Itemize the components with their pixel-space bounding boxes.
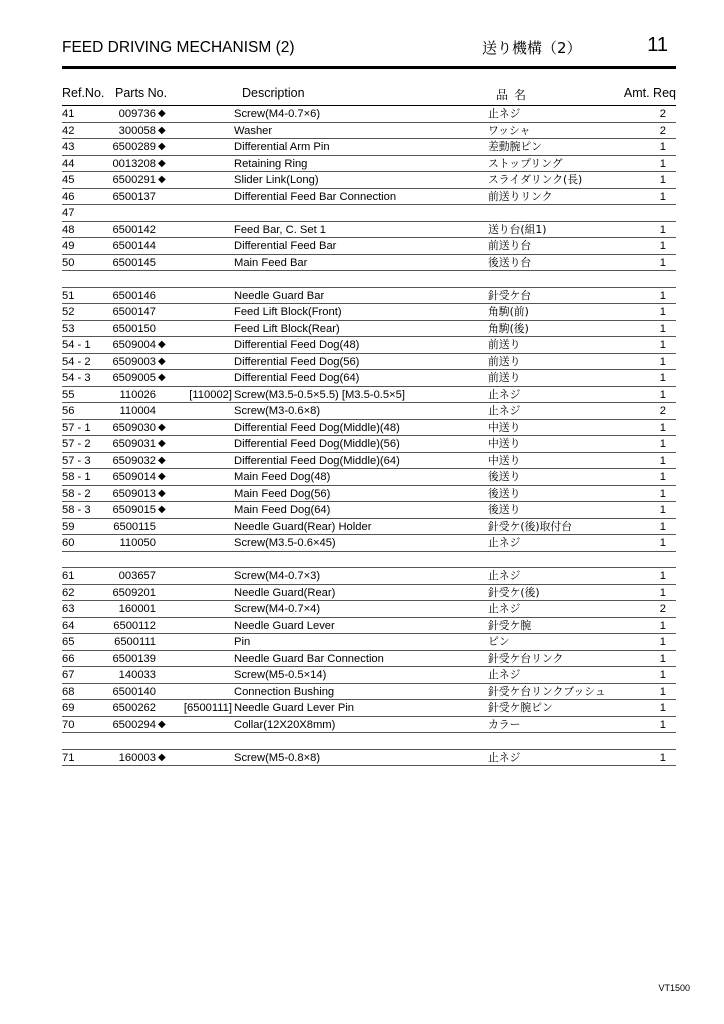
table-row xyxy=(62,750,676,767)
table-row xyxy=(62,238,676,255)
cell-parts-no: 6509201 xyxy=(112,586,156,599)
cell-revision-mark: ◆ xyxy=(158,174,166,185)
cell-revision-mark: ◆ xyxy=(158,124,166,136)
cell-amount-required: 1 xyxy=(659,471,666,483)
cell-ref-no: 42 xyxy=(62,124,75,137)
cell-description: Main Feed Dog(48) xyxy=(234,471,331,483)
cell-parts-no: 140033 xyxy=(118,669,156,681)
cell-parts-no: 160003 xyxy=(118,751,156,764)
cell-amount-required: 1 xyxy=(659,174,666,186)
cell-ref-no: 66 xyxy=(62,652,75,665)
cell-ref-no: 63 xyxy=(62,603,75,615)
cell-parts-no: 6500146 xyxy=(112,289,156,302)
cell-revision-mark: ◆ xyxy=(158,421,166,433)
cell-parts-no: 6500294 xyxy=(112,718,156,731)
cell-parts-no: 6500115 xyxy=(113,520,156,533)
cell-japanese-name: 止ネジ xyxy=(488,536,521,549)
cell-revision-mark: ◆ xyxy=(158,355,166,367)
cell-amount-required: 1 xyxy=(659,570,666,582)
cell-description: Screw(M4-0.7×6) xyxy=(234,108,321,120)
table-row xyxy=(62,519,676,536)
page-title-japanese: 送り機構（2） xyxy=(482,39,582,57)
cell-description: Connection Bushing xyxy=(234,685,335,698)
cell-amount-required: 1 xyxy=(659,520,666,533)
cell-japanese-name: 角駒(前) xyxy=(488,305,529,318)
cell-ref-no: 68 xyxy=(62,685,75,698)
cell-description: Screw(M4-0.7×4) xyxy=(234,603,321,615)
cell-japanese-name: 前送り台 xyxy=(488,239,532,252)
cell-parts-no: 6509030 xyxy=(112,421,156,434)
cell-description: Differential Feed Bar Connection xyxy=(234,190,397,203)
parts-table xyxy=(62,106,676,766)
cell-japanese-name: 後送り xyxy=(488,470,521,483)
cell-description: Screw(M3-0.6×8) xyxy=(234,405,321,417)
cell-amount-required: 1 xyxy=(659,306,666,318)
table-row xyxy=(62,469,676,486)
cell-amount-required: 1 xyxy=(659,141,666,153)
cell-japanese-name: 送り台(組1) xyxy=(488,222,547,236)
cell-japanese-name: 止ネジ xyxy=(488,569,521,582)
cell-parts-no: 6509014 xyxy=(112,471,156,483)
cell-japanese-name: 前送り xyxy=(488,354,521,368)
cell-ref-no: 48 xyxy=(62,223,75,236)
cell-japanese-name: 中送り xyxy=(488,453,521,467)
cell-revision-mark: ◆ xyxy=(158,487,166,499)
cell-revision-mark: ◆ xyxy=(158,454,166,466)
cell-ref-no: 54 - 3 xyxy=(62,372,91,384)
table-row xyxy=(62,139,676,156)
table-row xyxy=(62,387,676,404)
cell-description: Needle Guard Lever Pin xyxy=(234,702,355,714)
cell-japanese-name: 止ネジ xyxy=(488,750,521,764)
cell-japanese-name: 針受ケ腕 xyxy=(488,618,532,632)
cell-revision-mark: ◆ xyxy=(158,108,166,119)
cell-amount-required: 1 xyxy=(659,454,666,467)
table-row xyxy=(62,321,676,338)
cell-amount-required: 1 xyxy=(659,240,666,252)
cell-parts-no: 6509004 xyxy=(112,339,156,351)
cell-description: Differential Feed Dog(Middle)(48) xyxy=(234,421,400,434)
cell-amount-required: 1 xyxy=(659,289,666,302)
cell-amount-required: 2 xyxy=(659,405,666,417)
cell-japanese-name: ワッシャ xyxy=(488,123,531,137)
table-row xyxy=(62,403,676,420)
cell-japanese-name: 後送り xyxy=(488,486,521,500)
table-row xyxy=(62,568,676,585)
table-row xyxy=(62,502,676,519)
cell-description: Differential Feed Dog(64) xyxy=(234,372,360,384)
cell-parts-no: 300058 xyxy=(118,124,156,137)
cell-amount-required: 1 xyxy=(659,685,666,698)
cell-description: Differential Feed Bar xyxy=(234,240,337,252)
cell-japanese-name: スライダリンク(長) xyxy=(488,173,583,186)
cell-parts-no: 6509013 xyxy=(112,487,156,500)
cell-parts-no: 0013208 xyxy=(112,157,156,170)
cell-japanese-name: 前送り xyxy=(488,338,521,351)
cell-ref-no: 43 xyxy=(62,141,75,153)
cell-ref-no: 54 - 2 xyxy=(62,355,91,368)
table-row xyxy=(62,172,676,189)
table-row xyxy=(62,205,676,222)
cell-parts-no: 6500111 xyxy=(114,636,156,648)
cell-amount-required: 2 xyxy=(659,603,666,615)
cell-japanese-name: 針受ケ腕ピン xyxy=(488,701,553,714)
table-row xyxy=(62,337,676,354)
col-japanese-name: 品名 xyxy=(496,88,533,102)
cell-ref-no: 58 - 3 xyxy=(62,504,91,516)
cell-revision-mark: ◆ xyxy=(158,372,166,383)
cell-amount-required: 1 xyxy=(659,636,666,648)
cell-parts-no: 6500142 xyxy=(112,223,156,236)
cell-description: Collar(12X20X8mm) xyxy=(234,718,336,731)
cell-ref-no: 67 xyxy=(62,669,75,681)
col-description: Description xyxy=(242,86,305,100)
cell-parts-no: 6500262 xyxy=(112,702,156,714)
cell-amount-required: 1 xyxy=(659,751,666,764)
cell-revision-mark: ◆ xyxy=(158,157,166,169)
cell-parts-no: 6500145 xyxy=(112,256,156,269)
cell-ref-no: 57 - 1 xyxy=(62,421,91,434)
cell-japanese-name: 止ネジ xyxy=(488,602,521,615)
cell-amount-required: 2 xyxy=(659,124,666,137)
cell-ref-no: 70 xyxy=(62,718,75,731)
cell-description: Screw(M3.5-0.6×45) xyxy=(234,537,336,549)
cell-description: Feed Lift Block(Rear) xyxy=(234,322,340,335)
table-row xyxy=(62,453,676,470)
cell-parts-no: 6500144 xyxy=(112,240,156,252)
cell-japanese-name: 差動腕ピン xyxy=(488,140,542,153)
col-ref-no: Ref.No. xyxy=(62,86,105,100)
cell-ref-no: 41 xyxy=(62,108,75,120)
cell-ref-no: 71 xyxy=(62,751,75,764)
cell-description: Differential Feed Dog(56) xyxy=(234,355,360,368)
cell-amount-required: 1 xyxy=(659,504,666,516)
cell-amount-required: 1 xyxy=(659,421,666,434)
cell-parts-no: 003657 xyxy=(118,570,156,582)
table-row xyxy=(62,156,676,173)
table-row xyxy=(62,370,676,387)
cell-japanese-name: ピン xyxy=(488,635,510,648)
cell-description: Needle Guard Bar Connection xyxy=(234,652,384,665)
cell-japanese-name: 止ネジ xyxy=(488,668,521,681)
cell-amount-required: 1 xyxy=(659,190,666,203)
cell-amount-required: 1 xyxy=(659,537,666,549)
table-row xyxy=(62,420,676,437)
cell-description: Main Feed Bar xyxy=(234,256,308,269)
cell-japanese-name: 中送り xyxy=(488,437,521,450)
cell-ref-no: 49 xyxy=(62,240,75,252)
cell-ref-no: 45 xyxy=(62,174,75,186)
cell-description: Needle Guard Bar xyxy=(234,289,325,302)
cell-ref-no: 54 - 1 xyxy=(62,339,91,351)
cell-parts-no: 009736 xyxy=(118,108,156,120)
page-number: 11 xyxy=(647,34,668,56)
cell-japanese-name: 針受ケ台 xyxy=(488,288,532,302)
cell-japanese-name: 止ネジ xyxy=(488,107,521,120)
cell-japanese-name: 止ネジ xyxy=(488,387,521,401)
table-row xyxy=(62,684,676,701)
cell-ref-no: 65 xyxy=(62,636,75,648)
table-row xyxy=(62,552,676,569)
cell-japanese-name: 前送り xyxy=(488,371,521,384)
cell-description: Differential Feed Dog(Middle)(56) xyxy=(234,438,400,450)
col-amount-required: Amt. Req xyxy=(623,86,676,100)
cell-amount-required: 1 xyxy=(659,355,666,368)
table-row xyxy=(62,123,676,140)
cell-revision-mark: ◆ xyxy=(158,339,166,350)
table-row xyxy=(62,436,676,453)
cell-description: Screw(M5-0.5×14) xyxy=(234,669,327,681)
table-row xyxy=(62,601,676,618)
cell-amount-required: 1 xyxy=(659,339,666,351)
cell-japanese-name: 後送り xyxy=(488,503,521,516)
table-row xyxy=(62,304,676,321)
cell-amount-required: 1 xyxy=(659,586,666,599)
cell-ref-no: 47 xyxy=(62,207,75,219)
col-parts-no: Parts No. xyxy=(115,86,168,100)
cell-parts-no: 6509005 xyxy=(112,372,156,384)
cell-amount-required: 1 xyxy=(659,372,666,384)
cell-amount-required: 1 xyxy=(659,438,666,450)
cell-description: Needle Guard Lever xyxy=(234,619,335,632)
table-row xyxy=(62,585,676,602)
cell-revision-mark: ◆ xyxy=(158,438,166,449)
cell-description: Screw(M5-0.8×8) xyxy=(234,751,321,764)
cell-description: Screw(M4-0.7×3) xyxy=(234,570,321,582)
cell-japanese-name: 針受ケ(後)取付台 xyxy=(488,519,573,533)
table-row xyxy=(62,255,676,272)
cell-amount-required: 1 xyxy=(659,669,666,681)
cell-japanese-name: 前送りリンク xyxy=(488,189,553,203)
cell-ref-no: 55 xyxy=(62,388,75,401)
cell-description: Needle Guard(Rear) xyxy=(234,586,336,599)
cell-amount-required: 1 xyxy=(659,223,666,236)
cell-ref-no: 52 xyxy=(62,306,75,318)
cell-parts-no: 6500112 xyxy=(113,619,156,632)
cell-revision-mark: ◆ xyxy=(158,141,166,152)
cell-description: Retaining Ring xyxy=(234,157,308,170)
cell-parts-no: 6509015 xyxy=(112,504,156,516)
page-header xyxy=(62,36,676,66)
cell-ref-no: 44 xyxy=(62,157,75,170)
cell-ref-no: 62 xyxy=(62,586,75,599)
cell-alt-parts-no: [6500111] xyxy=(183,702,232,714)
table-row xyxy=(62,667,676,684)
cell-japanese-name: 後送り台 xyxy=(488,255,532,269)
header-divider xyxy=(62,66,676,69)
cell-amount-required: 2 xyxy=(659,108,666,120)
cell-description: Screw(M3.5-0.5×5.5) [M3.5-0.5×5] xyxy=(234,388,405,401)
cell-parts-no: 110050 xyxy=(119,537,156,549)
cell-alt-parts-no: [110002] xyxy=(189,388,232,401)
cell-revision-mark: ◆ xyxy=(158,751,166,763)
table-row xyxy=(62,733,676,750)
cell-description: Slider Link(Long) xyxy=(234,174,319,186)
cell-parts-no: 6509032 xyxy=(112,454,156,467)
cell-description: Needle Guard(Rear) Holder xyxy=(234,520,372,533)
cell-parts-no: 6500150 xyxy=(112,322,156,335)
table-row xyxy=(62,535,676,552)
cell-japanese-name: 針受ケ(後) xyxy=(488,585,540,599)
table-row xyxy=(62,486,676,503)
table-row xyxy=(62,106,676,123)
table-row xyxy=(62,354,676,371)
cell-amount-required: 1 xyxy=(659,256,666,269)
cell-amount-required: 1 xyxy=(659,487,666,500)
table-row xyxy=(62,634,676,651)
cell-description: Differential Feed Dog(48) xyxy=(234,339,360,351)
cell-ref-no: 59 xyxy=(62,520,75,533)
cell-revision-mark: ◆ xyxy=(158,471,166,482)
cell-parts-no: 110026 xyxy=(119,388,156,401)
page-title: FEED DRIVING MECHANISM (2) xyxy=(62,39,295,56)
cell-parts-no: 6500137 xyxy=(112,190,156,203)
cell-parts-no: 6509031 xyxy=(112,438,156,450)
table-row xyxy=(62,288,676,305)
cell-revision-mark: ◆ xyxy=(158,504,166,515)
cell-ref-no: 57 - 2 xyxy=(62,438,91,450)
cell-ref-no: 50 xyxy=(62,256,75,269)
cell-japanese-name: 針受ケ台リンク xyxy=(488,651,564,665)
table-row xyxy=(62,222,676,239)
cell-description: Main Feed Dog(64) xyxy=(234,504,331,516)
cell-ref-no: 58 - 2 xyxy=(62,487,91,500)
cell-parts-no: 6500139 xyxy=(112,652,156,665)
cell-ref-no: 64 xyxy=(62,619,75,632)
cell-parts-no: 6500291 xyxy=(112,174,156,186)
cell-japanese-name: 角駒(後) xyxy=(488,321,529,335)
cell-description: Pin xyxy=(234,636,251,648)
footer-code: VT1500 xyxy=(658,983,690,993)
cell-parts-no: 6509003 xyxy=(112,355,156,368)
cell-ref-no: 61 xyxy=(62,570,75,582)
cell-description: Feed Bar, C. Set 1 xyxy=(234,223,327,236)
cell-description: Washer xyxy=(234,124,273,137)
cell-japanese-name: ストップリング xyxy=(488,156,563,170)
cell-ref-no: 57 - 3 xyxy=(62,454,91,467)
cell-parts-no: 6500289 xyxy=(112,141,156,153)
cell-description: Feed Lift Block(Front) xyxy=(234,306,342,318)
cell-ref-no: 69 xyxy=(62,702,75,714)
cell-ref-no: 53 xyxy=(62,322,75,335)
cell-amount-required: 1 xyxy=(659,388,666,401)
cell-ref-no: 51 xyxy=(62,289,75,302)
table-row xyxy=(62,189,676,206)
cell-ref-no: 58 - 1 xyxy=(62,471,91,483)
table-row xyxy=(62,717,676,734)
cell-ref-no: 60 xyxy=(62,537,75,549)
cell-ref-no: 56 xyxy=(62,405,75,417)
cell-description: Main Feed Dog(56) xyxy=(234,487,331,500)
cell-amount-required: 1 xyxy=(659,718,666,731)
column-headers xyxy=(62,86,676,104)
cell-ref-no: 46 xyxy=(62,190,75,203)
cell-parts-no: 110004 xyxy=(119,405,156,417)
cell-description: Differential Arm Pin xyxy=(234,141,330,153)
table-row xyxy=(62,651,676,668)
cell-amount-required: 1 xyxy=(659,157,666,170)
table-row xyxy=(62,700,676,717)
cell-japanese-name: 中送り xyxy=(488,420,521,434)
table-row xyxy=(62,618,676,635)
cell-parts-no: 6500147 xyxy=(112,306,156,318)
cell-amount-required: 1 xyxy=(659,619,666,632)
cell-description: Differential Feed Dog(Middle)(64) xyxy=(234,454,400,467)
cell-revision-mark: ◆ xyxy=(158,718,166,730)
cell-japanese-name: 止ネジ xyxy=(488,404,521,417)
cell-japanese-name: カラー xyxy=(488,717,521,731)
cell-amount-required: 1 xyxy=(659,702,666,714)
cell-parts-no: 160001 xyxy=(118,603,156,615)
cell-japanese-name: 針受ケ台リンクブッシュ xyxy=(488,684,606,698)
cell-amount-required: 1 xyxy=(659,652,666,665)
cell-parts-no: 6500140 xyxy=(112,685,156,698)
cell-amount-required: 1 xyxy=(659,322,666,335)
table-row xyxy=(62,271,676,288)
